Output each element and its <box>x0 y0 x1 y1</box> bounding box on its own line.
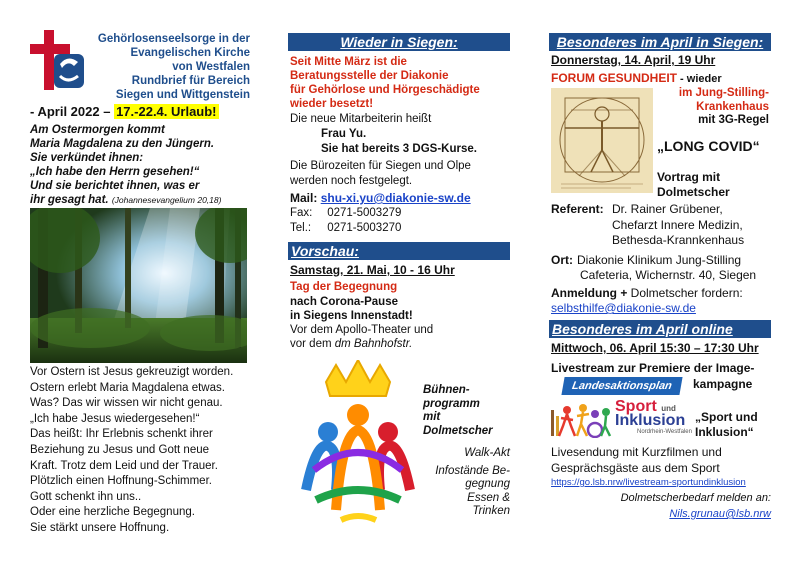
body-line: Plötzlich einen Hoffnung-Schimmer. <box>30 475 212 488</box>
office-hours <box>290 159 471 189</box>
announcement-line: Seit Mitte März ist die <box>290 56 407 68</box>
stream-description <box>551 445 722 476</box>
program-item: gegnung <box>465 478 510 490</box>
body-line: Was? Das wir wissen wir nicht genau. <box>30 397 223 410</box>
date-line <box>30 104 219 119</box>
contact-tel-row <box>290 222 401 234</box>
org-line: Evangelischen Kirche <box>130 47 250 59</box>
event-location <box>290 323 433 351</box>
body-line: Vor Ostern ist Jesus gekreuzigt worden. <box>30 366 234 378</box>
column-right <box>549 0 779 566</box>
forum-topic: „LONG COVID“ <box>657 138 760 154</box>
athletes-icon <box>551 402 613 438</box>
nrw-subtitle: Nordrhein-Westfalen <box>637 429 692 435</box>
org-line: von Westfalen <box>172 61 250 73</box>
org-line: Rundbrief für Bereich <box>131 75 250 87</box>
referent-line: Dr. Rainer Grübener, <box>612 202 723 216</box>
interpreter-mail-link[interactable]: Nils.grunau@lsb.nrw <box>669 508 771 520</box>
staff-courses: Sie hat bereits 3 DGS-Kurse. <box>321 143 477 155</box>
staff-name: Frau Yu. <box>321 128 367 140</box>
registration-text: Dolmetscher fordern: <box>627 286 743 300</box>
referent-line: Bethesda-Krannkenhaus <box>612 233 745 247</box>
lecture-info <box>657 170 730 200</box>
vitruvian-man-image <box>551 88 653 193</box>
body-line: Beziehung zu Jesus und Gott neue <box>30 443 210 456</box>
announcement-line: wieder besetzt! <box>290 98 374 110</box>
org-line: Siegen und Wittgenstein <box>115 89 250 101</box>
interpreter-note: Dolmetscherbedarf melden an: <box>620 492 771 504</box>
quote-line: Am Ostermorgen kommt <box>30 124 165 136</box>
announcement-line: für Gehörlose und Hörgeschädigte <box>290 84 480 96</box>
event-line: nach Corona-Pause <box>290 296 398 308</box>
quote-line: „Ich habe den Herrn gesehen!“ <box>30 166 200 178</box>
section-header-vorschau: Vorschau: <box>288 242 510 260</box>
quote-line: „Sport und <box>695 410 758 424</box>
body-line: Sie stärkt unsere Hoffnung. <box>30 521 170 534</box>
body-line: Ostern erlebt Maria Magdalena etwas. <box>30 381 225 394</box>
forum-line: im Jung-Stilling- <box>678 87 769 99</box>
forum-line: Krankenhaus <box>696 100 769 113</box>
month-label: - April 2022 – <box>30 104 111 119</box>
stream-line: Livesendung mit Kurzfilmen und <box>551 445 722 459</box>
contact-mail-row <box>290 191 471 205</box>
event-title: Tag der Begegnung <box>290 281 398 293</box>
forum-location <box>657 87 769 128</box>
contact-fax-row <box>290 207 401 219</box>
program-item: Infostände Be- <box>435 464 510 477</box>
quote-line: ihr gesagt hat. <box>30 194 109 206</box>
referent-details <box>612 202 744 249</box>
lecture-line: Dolmetscher <box>657 185 730 199</box>
section-header-april-online: Besonderes im April online <box>549 320 771 338</box>
stage-line: programm <box>423 397 480 410</box>
referent-line: Chefarzt Innere Medizin, <box>612 217 743 232</box>
event-line: in Siegens Innenstadt! <box>290 310 413 322</box>
announcement-line: Beratungsstelle der Diakonie <box>290 70 449 82</box>
program-items <box>418 447 510 519</box>
people-crown-illustration <box>296 360 421 530</box>
quote-line: Und sie berichtet ihnen, was er <box>30 180 200 192</box>
location-line: Vor dem Apollo-Theater und <box>290 324 434 336</box>
forum-title-row <box>551 71 722 85</box>
reopening-announcement <box>290 55 480 111</box>
tel-label: Tel.: <box>290 222 312 234</box>
referent-label: Referent: <box>551 202 604 216</box>
lecture-line: Vortrag mit <box>657 170 721 184</box>
office-line: Die Bürozeiten für Siegen und Olpe <box>290 160 471 172</box>
location-line: vor dem <box>290 338 335 350</box>
column-middle <box>288 0 513 566</box>
location-label: Ort: <box>551 253 573 267</box>
organization-heading <box>78 32 250 102</box>
program-item: Trinken <box>472 505 510 517</box>
program-item: Walk-Akt <box>464 447 510 459</box>
quote-line: Sie verkündet ihnen: <box>30 152 144 164</box>
section-header-april-siegen: Besonderes im April in Siegen: <box>549 33 771 51</box>
forum-line: mit 3G-Regel <box>698 114 769 126</box>
location-details <box>577 253 756 283</box>
campaign-quote <box>695 410 758 440</box>
registration-label: Anmeldung + <box>551 286 628 300</box>
event-date-forum: Donnerstag, 14. April, 19 Uhr <box>551 53 716 67</box>
body-line: „Ich habe Jesus wiedergesehen!“ <box>30 412 200 425</box>
event-details <box>290 295 413 323</box>
location-street: dm Bahnhofstr. <box>334 338 413 350</box>
campaign-label: kampagne <box>693 377 753 391</box>
office-line: werden noch festgelegt. <box>290 175 413 187</box>
und-word: und <box>661 404 676 413</box>
body-line: Oder eine herzliche Begegnung. <box>30 506 195 519</box>
sport-inklusion-logo <box>551 398 691 440</box>
inklusion-word: Inklusion <box>615 412 686 429</box>
body-line: Gott schenkt ihn uns.. <box>30 490 142 503</box>
quote-line: Inklusion“ <box>695 425 754 439</box>
bible-citation: (Johannesevangelium 20,18) <box>111 195 222 205</box>
org-line: Gehörlosenseelsorge in der <box>97 33 250 45</box>
location-line: Cafeteria, Wichernstr. 40, Siegen <box>580 268 757 282</box>
forum-title-suffix: - wieder <box>677 73 722 85</box>
body-line: Kraft. Trotz dem Leid und der Trauer. <box>30 459 218 472</box>
program-item: Essen & <box>467 491 510 504</box>
registration-row <box>551 286 743 300</box>
stream-line: Gesprächsgäste aus dem Sport <box>551 460 720 475</box>
body-line: Das heißt: Ihr Erlebnis schenkt ihrer <box>30 428 213 441</box>
forum-title: FORUM GESUNDHEIT <box>551 71 677 85</box>
fax-number: 0271-5003279 <box>327 207 402 219</box>
livestream-line: Livestream zur Premiere der Image- <box>551 361 755 375</box>
tel-number: 0271-5003270 <box>327 222 402 234</box>
preview-date: Samstag, 21. Mai, 10 - 16 Uhr <box>290 263 455 277</box>
sport-word: Sport <box>615 398 657 415</box>
fax-label: Fax: <box>290 207 313 219</box>
mail-link[interactable]: shu-xi.yu@diakonie-sw.de <box>320 191 471 205</box>
landes-banner: Landesaktionsplan <box>561 377 682 395</box>
stage-line: mit <box>423 411 441 423</box>
easter-quote <box>30 123 265 207</box>
staff-intro: Die neue Mitarbeiterin heißt <box>290 113 432 125</box>
stage-line: Dolmetscher <box>423 424 493 437</box>
column-left <box>0 0 270 566</box>
quote-line: Maria Magdalena zu den Jüngern. <box>30 138 215 150</box>
forest-light-image <box>30 208 247 363</box>
section-header-wieder: Wieder in Siegen: <box>288 33 510 51</box>
registration-mail-link[interactable]: selbsthilfe@diakonie-sw.de <box>551 301 696 315</box>
easter-body-text <box>30 365 265 537</box>
location-line: Diakonie Klinikum Jung-Stilling <box>577 253 742 267</box>
vacation-badge: 17.-22.4. Urlaub! <box>116 104 217 119</box>
online-event-date: Mittwoch, 06. April 15:30 – 17:30 Uhr <box>551 341 759 355</box>
stage-line: Bühnen- <box>423 384 470 396</box>
mail-label: Mail: <box>290 191 318 205</box>
livestream-url-link[interactable]: https://go.lsb.nrw/livestream-sportundinklusion <box>551 477 746 488</box>
stage-program <box>423 384 493 438</box>
